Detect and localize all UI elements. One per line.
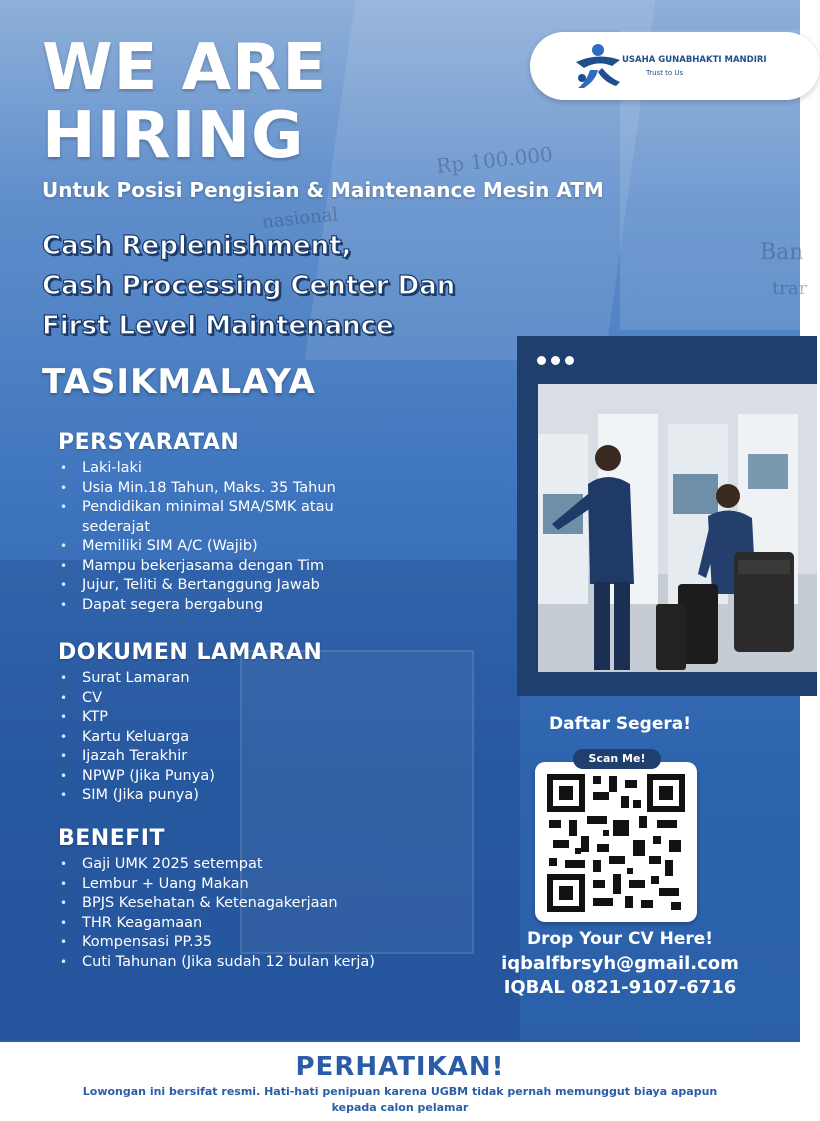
scan-me-badge: Scan Me!: [573, 749, 661, 769]
list-item: • Kartu Keluarga: [58, 728, 398, 748]
list-item: • Kompensasi PP.35: [58, 933, 458, 953]
list-item: • Jujur, Teliti & Bertanggung Jawab: [58, 576, 378, 596]
company-logo-badge: [530, 32, 820, 100]
list-item: • Memiliki SIM A/C (Wajib): [58, 537, 378, 557]
warning-title: PERHATIKAN!: [295, 1052, 505, 1082]
position-title: First Level Maintenance: [42, 311, 394, 341]
list-item: • Laki-laki: [58, 459, 378, 479]
requirements-section: [58, 430, 378, 615]
photo-window: [517, 336, 817, 696]
drop-cv-label: Drop Your CV Here!: [526, 929, 714, 949]
city-label: TASIKMALAYA: [42, 362, 316, 402]
warning-footer: [0, 1042, 800, 1121]
list-item: • Lembur + Uang Makan: [58, 875, 458, 895]
register-now-label: Daftar Segera!: [549, 714, 691, 734]
list-item: • THR Keagamaan: [58, 914, 458, 934]
headline-line-1: WE ARE: [42, 31, 328, 105]
background-banknote-text: Rp 100.000: [435, 141, 554, 179]
list-item: • Usia Min.18 Tahun, Maks. 35 Tahun: [58, 479, 378, 499]
list-item: • Ijazah Terakhir: [58, 747, 398, 767]
warning-text: Lowongan ini bersifat resmi. Hati-hati penipuan karena UGBM tidak pernah memunggut biaya apapun kepada calon pelamar: [82, 1085, 718, 1114]
contact-email-link[interactable]: iqbalfbrsyh@gmail.com: [501, 953, 739, 974]
position-title: Cash Replenishment,: [42, 231, 352, 261]
background-banknote-text: trar: [772, 278, 808, 299]
headline-line-2: HIRING: [42, 99, 305, 173]
position-subtitle: Untuk Posisi Pengisian & Maintenance Mesin ATM: [42, 178, 604, 202]
background-banknote-text: nasional: [261, 204, 340, 233]
list-item: • Cuti Tahunan (Jika sudah 12 bulan kerja): [58, 953, 458, 973]
qr-code-card[interactable]: [535, 762, 697, 922]
company-logo-icon: [568, 40, 628, 92]
list-item: • Dapat segera bergabung: [58, 596, 378, 616]
list-item: • Gaji UMK 2025 setempat: [58, 855, 458, 875]
benefits-section: [58, 826, 458, 972]
list-item: • CV: [58, 689, 398, 709]
list-item: • Mampu bekerjasama dengan Tim: [58, 557, 378, 577]
section-title: BENEFIT: [58, 826, 165, 851]
list-item: • Surat Lamaran: [58, 669, 398, 689]
documents-section: [58, 640, 398, 806]
background-banknote-text: Ban: [760, 240, 804, 265]
list-item: • KTP: [58, 708, 398, 728]
contact-phone-link[interactable]: IQBAL 0821-9107-6716: [503, 977, 737, 998]
list-item: • SIM (Jika punya): [58, 786, 398, 806]
company-name: USAHA GUNABHAKTI MANDIRI: [622, 55, 767, 65]
list-item: • NPWP (Jika Punya): [58, 767, 398, 787]
position-title: Cash Processing Center Dan: [42, 271, 456, 301]
window-dots-icon: [537, 350, 579, 369]
atm-technicians-photo: [538, 384, 817, 672]
section-title: DOKUMEN LAMARAN: [58, 640, 323, 665]
list-item: • BPJS Kesehatan & Ketenagakerjaan: [58, 894, 458, 914]
section-title: PERSYARATAN: [58, 430, 240, 455]
list-item: • Pendidikan minimal SMA/SMK atau sederajat: [58, 498, 378, 537]
company-tagline: Trust to Us: [646, 69, 684, 77]
qr-code-icon[interactable]: [547, 774, 685, 912]
